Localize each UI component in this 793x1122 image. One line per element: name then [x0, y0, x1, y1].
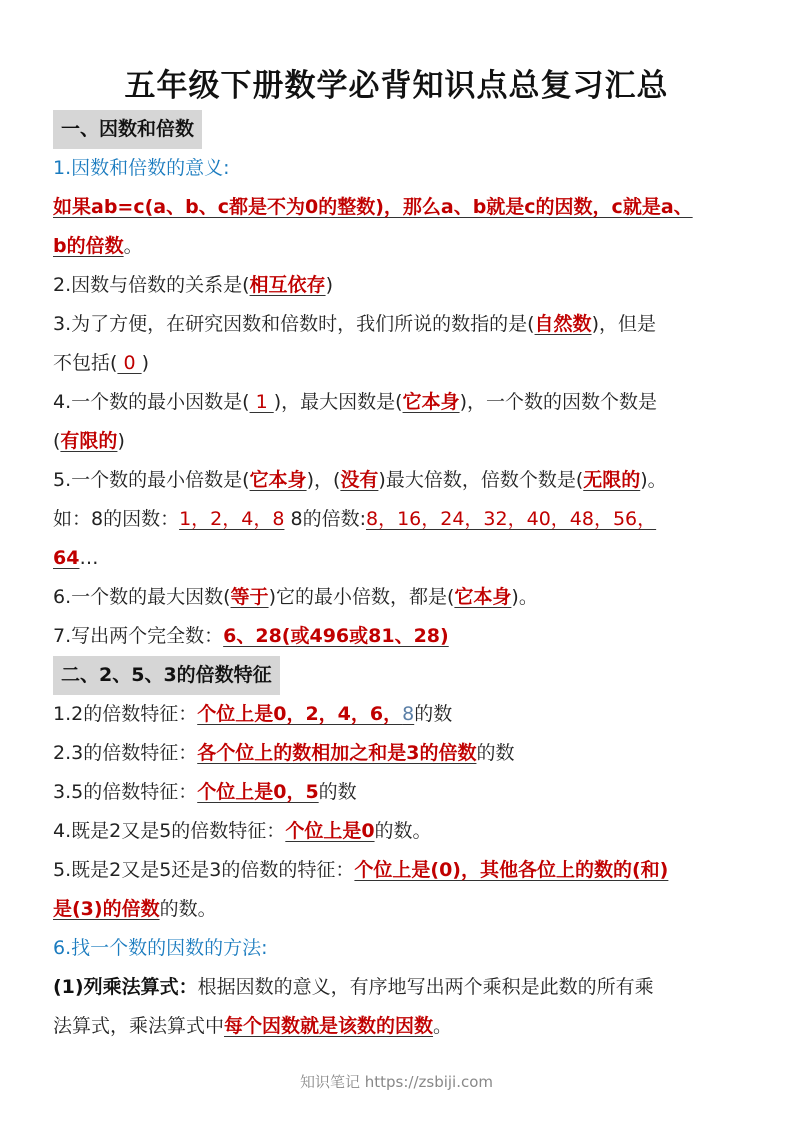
method-label: (1)列乘法算式： — [53, 976, 198, 998]
section-heading-row — [53, 656, 743, 695]
item-7: 7.写出两个完全数：6、28(或496或81、28) — [53, 625, 449, 647]
rule-2-5-3-cont: 是(3)的倍数的数。 — [53, 898, 217, 920]
rule-2-and-5: 4.既是2又是5的倍数特征：个位上是0的数。 — [53, 820, 432, 842]
answer: 个位上是0，2，4，6，8 — [197, 703, 415, 725]
item-4: 4.一个数的最小因数是( 1 )，最大因数是(它本身)，一个数的因数个数是 — [53, 391, 657, 413]
answer-definition-end: b的倍数 — [53, 235, 124, 257]
section-heading-row — [53, 110, 743, 149]
answer: 相互依存 — [249, 274, 326, 296]
answer: 无限的 — [583, 469, 641, 491]
item-5: 5.一个数的最小倍数是(它本身)，(没有)最大倍数，倍数个数是(无限的)。 — [53, 469, 667, 491]
rule-3: 2.3的倍数特征：各个位上的数相加之和是3的倍数的数 — [53, 742, 515, 764]
answer: 它本身 — [402, 391, 460, 413]
answer: 它本身 — [249, 469, 307, 491]
answer: 自然数 — [534, 313, 592, 335]
page-title: 五年级下册数学必背知识点总复习汇总 — [124, 68, 669, 104]
answer: 6、28(或496或81、28) — [223, 625, 449, 647]
subheading-meaning: 1.因数和倍数的意义: — [53, 157, 230, 179]
method-1-cont: 法算式，乘法算式中每个因数就是该数的因数。 — [53, 1015, 453, 1037]
item-3: 3.为了方便，在研究因数和倍数时，我们所说的数指的是(自然数)，但是 — [53, 313, 656, 335]
answer: 个位上是0，5 — [197, 781, 319, 803]
answer: 1，2，4，8 — [179, 508, 285, 530]
method-1: (1)列乘法算式：根据因数的意义，有序地写出两个乘积是此数的所有乘 — [53, 976, 654, 998]
answer: 8，16，24，32，40，48，56， — [365, 508, 657, 530]
answer-definition: 如果ab=c(a、b、c都是不为0的整数)，那么a、b就是c的因数，c就是a、 — [53, 196, 693, 218]
definition-line-1 — [53, 188, 743, 227]
answer: 是(3)的倍数 — [53, 898, 160, 920]
item-2: 2.因数与倍数的关系是(相互依存) — [53, 274, 333, 296]
item-3-cont: 不包括( 0 ) — [53, 352, 150, 374]
answer: 64 — [53, 547, 80, 569]
subheading-find-factors: 6.找一个数的因数的方法: — [53, 937, 268, 959]
definition-line-2: b的倍数。 — [53, 235, 143, 257]
section-heading-factors-multiples: 一、因数和倍数 — [53, 110, 202, 149]
answer: 1 — [249, 391, 274, 413]
example-line: 如：8的因数：1，2，4，8 8的倍数:8，16，24，32，40，48，56， — [53, 508, 657, 530]
answer: 0 — [117, 352, 142, 374]
rule-2: 1.2的倍数特征：个位上是0，2，4，6，8的数 — [53, 703, 453, 725]
answer: 它本身 — [454, 586, 512, 608]
rule-5: 3.5的倍数特征：个位上是0，5的数 — [53, 781, 357, 803]
item-4-cont: (有限的) — [53, 430, 125, 452]
answer: 个位上是0 — [285, 820, 375, 842]
answer: 每个因数就是该数的因数 — [224, 1015, 434, 1037]
document-body — [53, 110, 743, 1046]
answer: 等于 — [230, 586, 269, 608]
answer: 有限的 — [60, 430, 118, 452]
item-6: 6.一个数的最大因数(等于)它的最小倍数，都是(它本身)。 — [53, 586, 538, 608]
footer-watermark: 知识笔记 https://zsbiji.com — [299, 1073, 494, 1091]
example-line-cont: 64… — [53, 547, 99, 569]
answer: 个位上是(0)，其他各位上的数的(和) — [354, 859, 669, 881]
rule-2-5-3: 5.既是2又是5还是3的倍数的特征：个位上是(0)，其他各位上的数的(和) — [53, 859, 669, 881]
answer: 没有 — [340, 469, 379, 491]
answer: 各个位上的数相加之和是3的倍数 — [197, 742, 477, 764]
section-heading-divisibility: 二、2、5、3的倍数特征 — [53, 656, 280, 695]
